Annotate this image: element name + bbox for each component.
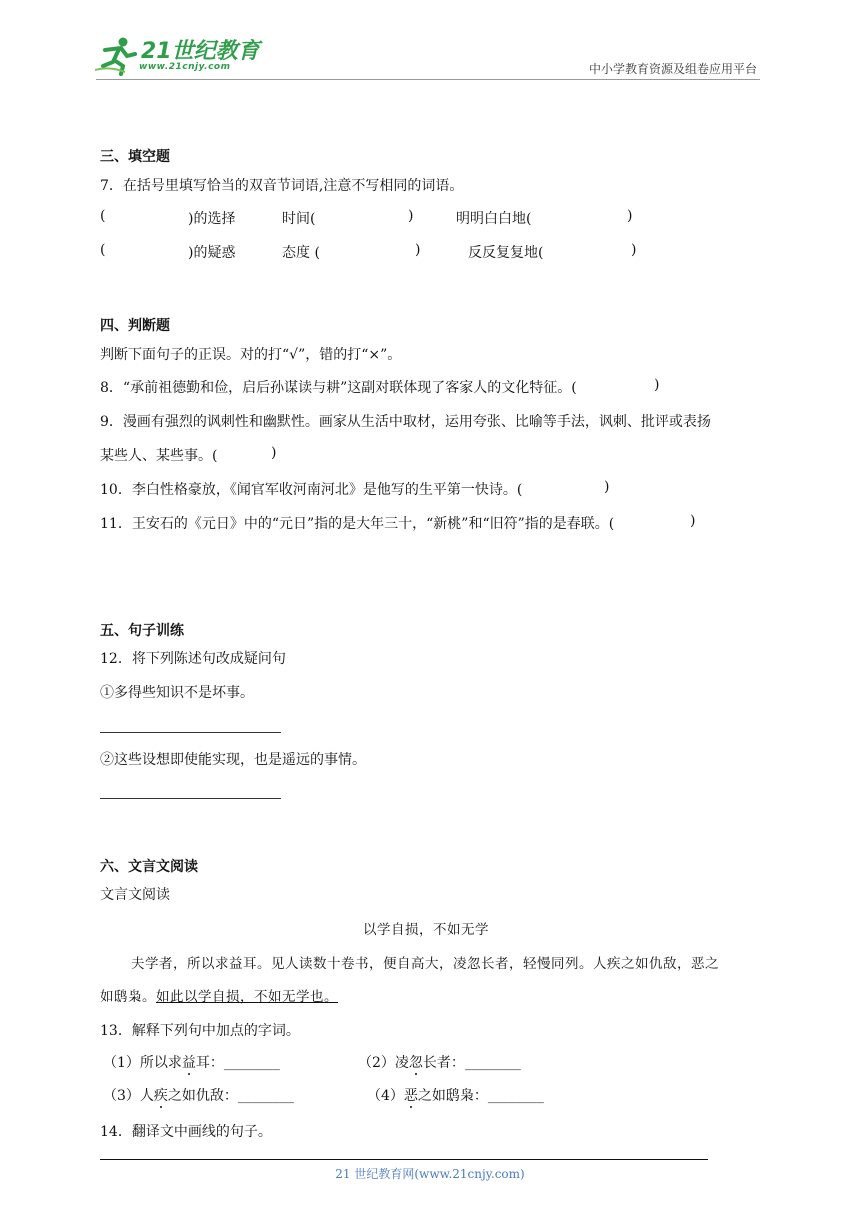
section-title: 三、填空题 (100, 149, 170, 165)
section-title: 四、判断题 (100, 318, 170, 334)
question-11: 11．王安石的《元日》中的“元日”指的是大年三十，“新桃”和“旧符”指的是春联。( (100, 516, 615, 532)
question-10: 10．李白性格豪放，《闻官军收河南河北》是他写的生平第一快诗。( (100, 482, 523, 498)
paren: ) (408, 208, 414, 224)
item-2: （2）凌忽长者：________ (358, 1055, 521, 1071)
item-1: （1）所以求益耳：________ (103, 1055, 280, 1071)
question-9: 9．漫画有强烈的讽刺性和幽默性。画家从生活中取材，运用夸张、比喻等手法，讽刺、批评或表扬 (100, 414, 711, 430)
item-4: （4）恶之如鸱枭：________ (367, 1088, 544, 1104)
logo-url: www.21cnjy.com (139, 62, 231, 72)
paren: ( (100, 208, 106, 224)
passage-line: 夫学者，所以求益耳。见人读数十卷书，便自高大，凌忽长者，轻慢同列。人疾之如仇敌，恶之 (131, 956, 719, 972)
runner-icon (95, 36, 139, 76)
logo-text: 21世纪教育 (141, 39, 260, 64)
blank-label: 时间( (282, 211, 316, 227)
subtitle: 文言文阅读 (100, 887, 170, 903)
footer-divider (100, 1159, 708, 1160)
paren: ) (690, 513, 696, 529)
paren: ) (604, 479, 610, 495)
question-12: 12．将下列陈述句改成疑问句 (100, 651, 286, 667)
passage-line: 如鸱枭。如此以学自损，不如无学也。 (100, 989, 338, 1005)
question-13: 13．解释下列句中加点的字词。 (100, 1023, 300, 1039)
blank-label: )的选择 (188, 211, 236, 227)
blank-label: 明明白白地( (456, 211, 532, 227)
underlined-sentence: 如此以学自损 (156, 989, 240, 1005)
site-logo (95, 34, 265, 78)
passage-title: 以学自损，不如无学 (363, 922, 489, 938)
question-7: 7．在括号里填写恰当的双音节词语,注意不写相同的词语。 (100, 178, 464, 194)
answer-line (100, 798, 281, 799)
item-3: （3）人疾之如仇敌：________ (103, 1088, 294, 1104)
question-8: 8．“承前祖德勤和俭，启后孙谋读与耕”这副对联体现了客家人的文化特征。( (100, 380, 577, 396)
paren: ) (654, 377, 660, 393)
paren: ( (100, 242, 106, 258)
footer-text: 21 世纪教育网(www.21cnjy.com) (335, 1167, 525, 1181)
answer-line (100, 732, 281, 733)
sentence-2: ②这些设想即使能实现，也是遥远的事情。 (100, 752, 366, 768)
blank-label: 态度 ( (282, 245, 320, 261)
question-14: 14．翻译文中画线的句子。 (100, 1124, 272, 1140)
paren: ) (627, 208, 633, 224)
paren: ) (271, 445, 277, 461)
paren: ) (631, 242, 637, 258)
platform-label: 中小学教育资源及组卷应用平台 (588, 62, 757, 76)
question-9-cont: 某些人、某些事。( (100, 448, 218, 464)
blank-label: )的疑惑 (188, 245, 236, 261)
blank-label: 反反复复地( (468, 245, 544, 261)
header-divider (96, 79, 760, 80)
sentence-1: ①多得些知识不是坏事。 (100, 685, 254, 701)
instructions: 判断下面句子的正误。对的打“√”，错的打“×”。 (100, 347, 402, 363)
section-title: 六、文言文阅读 (100, 859, 198, 875)
section-title: 五、句子训练 (100, 623, 184, 639)
paren: ) (415, 242, 421, 258)
